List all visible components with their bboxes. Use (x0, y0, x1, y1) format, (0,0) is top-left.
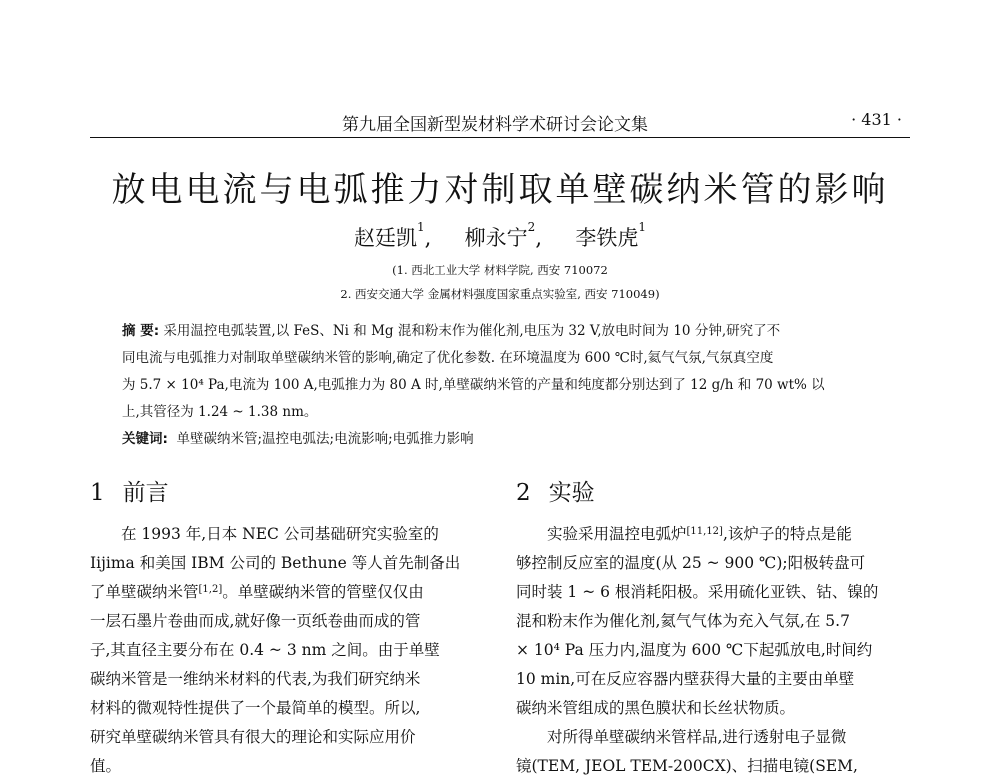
abstract (122, 318, 882, 453)
author-affil-mark: 1 (416, 220, 425, 234)
text-run: 在 1993 年,日本 NEC 公司基础研究实验室的 (121, 525, 439, 543)
keywords-label: 关键词: (122, 431, 168, 447)
affiliation-2: 2. 西安交通大学 金属材料强度国家重点实验室, 西安 710049) (340, 287, 660, 301)
text-run: 碳纳米管组成的黑色膜状和长丝状物质。 (516, 699, 796, 717)
experiment-body (516, 520, 910, 781)
text-run: 一层石墨片卷曲而成,就好像一页纸卷曲而成的管 (90, 612, 421, 630)
text-run: ,该炉子的特点是能 (722, 525, 852, 543)
page-number: · 431 · (851, 110, 902, 129)
text-run: 材料的微观特性提供了一个最简单的模型。所以, (90, 699, 421, 717)
author-list: 赵廷凯$^1$, 柳永宁$^2$, 李铁虎$^1$ (353, 220, 647, 250)
author-name: 赵廷凯 (353, 226, 417, 250)
text-run: 对所得单壁碳纳米管样品,进行透射电子显微 (547, 728, 847, 746)
text-line (516, 636, 910, 665)
text-run: 镜(TEM, JEOL TEM-200CX)、扫描电镜(SEM, (516, 757, 858, 775)
text-run: 研究单壁碳纳米管具有很大的理论和实际应用价 (90, 728, 416, 746)
keywords-text: 单壁碳纳米管;温控电弧法;电流影响;电弧推力影响 (176, 431, 474, 447)
section-title: 前言 (122, 480, 169, 506)
text-line (516, 607, 910, 636)
citation-mark: [11,12] (686, 526, 723, 537)
text-line (90, 665, 480, 694)
text-run: 10 min,可在反应容器内壁获得大量的主要由单壁 (516, 670, 855, 688)
text-line (90, 636, 480, 665)
text-line (90, 578, 480, 607)
section-number: 2 (516, 480, 531, 506)
text-run: 子,其直径主要分布在 0.4 ~ 3 nm 之间。由于单壁 (90, 641, 440, 659)
abstract-line (122, 318, 882, 345)
journal-title: 第九届全国新型炭材料学术研讨会论文集 (342, 115, 648, 135)
author-2 (465, 222, 536, 252)
paper-title: 放电电流与电弧推力对制取单壁碳纳米管的影响 (111, 170, 889, 210)
text-run: Iijima 和美国 IBM 公司的 Bethune 等人首先制备出 (90, 554, 461, 572)
text-line (516, 520, 910, 549)
text-run: × 10⁴ Pa 压力内,温度为 600 ℃下起弧放电,时间约 (516, 641, 873, 659)
text-run: 够控制反应室的温度(从 25 ~ 900 ℃);阳极转盘可 (516, 554, 866, 572)
abstract-line: 为 5.7 × 10⁴ Pa,电流为 100 A,电弧推力为 80 A 时,单壁碳纳米管的产量和纯度都分别达到了 12 g/h 和 70 wt% 以 (122, 377, 825, 393)
text-line (516, 549, 910, 578)
abstract-line: 同电流与电弧推力对制取单壁碳纳米管的影响,确定了优化参数. 在环境温度为 600 ℃时,氦气气氛,气氛真空度 (122, 350, 774, 366)
abstract-label: 摘 要: (122, 323, 160, 339)
abstract-text: 采用温控电弧装置,以 FeS、Ni 和 Mg 混和粉末作为催化剂,电压为 32 V,放电时间为 10 分钟,研究了不 (163, 323, 781, 339)
text-line (90, 694, 480, 723)
abstract-line: 上,其管径为 1.24 ~ 1.38 nm。 (122, 404, 318, 420)
text-run: 值。 (90, 757, 122, 775)
author-affil-mark: 1 (638, 220, 647, 234)
text-line (90, 549, 480, 578)
text-run: 混和粉末作为催化剂,氦气气体为充入气氛,在 5.7 (516, 612, 850, 630)
text-run: 同时装 1 ~ 6 根消耗阳极。采用硫化亚铁、钴、镍的 (516, 583, 879, 601)
section-heading-introduction (90, 474, 480, 507)
text-line (516, 694, 910, 723)
section-heading-experiment (516, 474, 910, 507)
text-line (90, 752, 480, 781)
section-title: 实验 (548, 480, 595, 506)
keywords-line (122, 426, 882, 453)
author-name: 柳永宁 (464, 226, 528, 250)
text-line (90, 520, 480, 549)
author-1 (354, 222, 425, 252)
header-rule (90, 137, 910, 138)
text-line (516, 578, 910, 607)
author-affil-mark: 2 (527, 220, 536, 234)
introduction-body (90, 520, 480, 781)
citation-mark: [1,2] (198, 584, 223, 595)
text-line (516, 723, 910, 752)
text-run: 了单壁碳纳米管 (90, 583, 199, 601)
author-3 (575, 222, 646, 252)
running-head (90, 108, 910, 136)
text-run: 碳纳米管是一维纳米材料的代表,为我们研究纳米 (90, 670, 421, 688)
author-name: 李铁虎 (575, 226, 639, 250)
section-number: 1 (90, 480, 105, 506)
text-line (516, 665, 910, 694)
text-line (516, 752, 910, 781)
text-run: 实验采用温控电弧炉 (547, 525, 687, 543)
text-line (90, 607, 480, 636)
text-line (90, 723, 480, 752)
affiliation-1: (1. 西北工业大学 材料学院, 西安 710072 (392, 263, 608, 277)
text-run: 。单壁碳纳米管的管壁仅仅由 (222, 583, 424, 601)
